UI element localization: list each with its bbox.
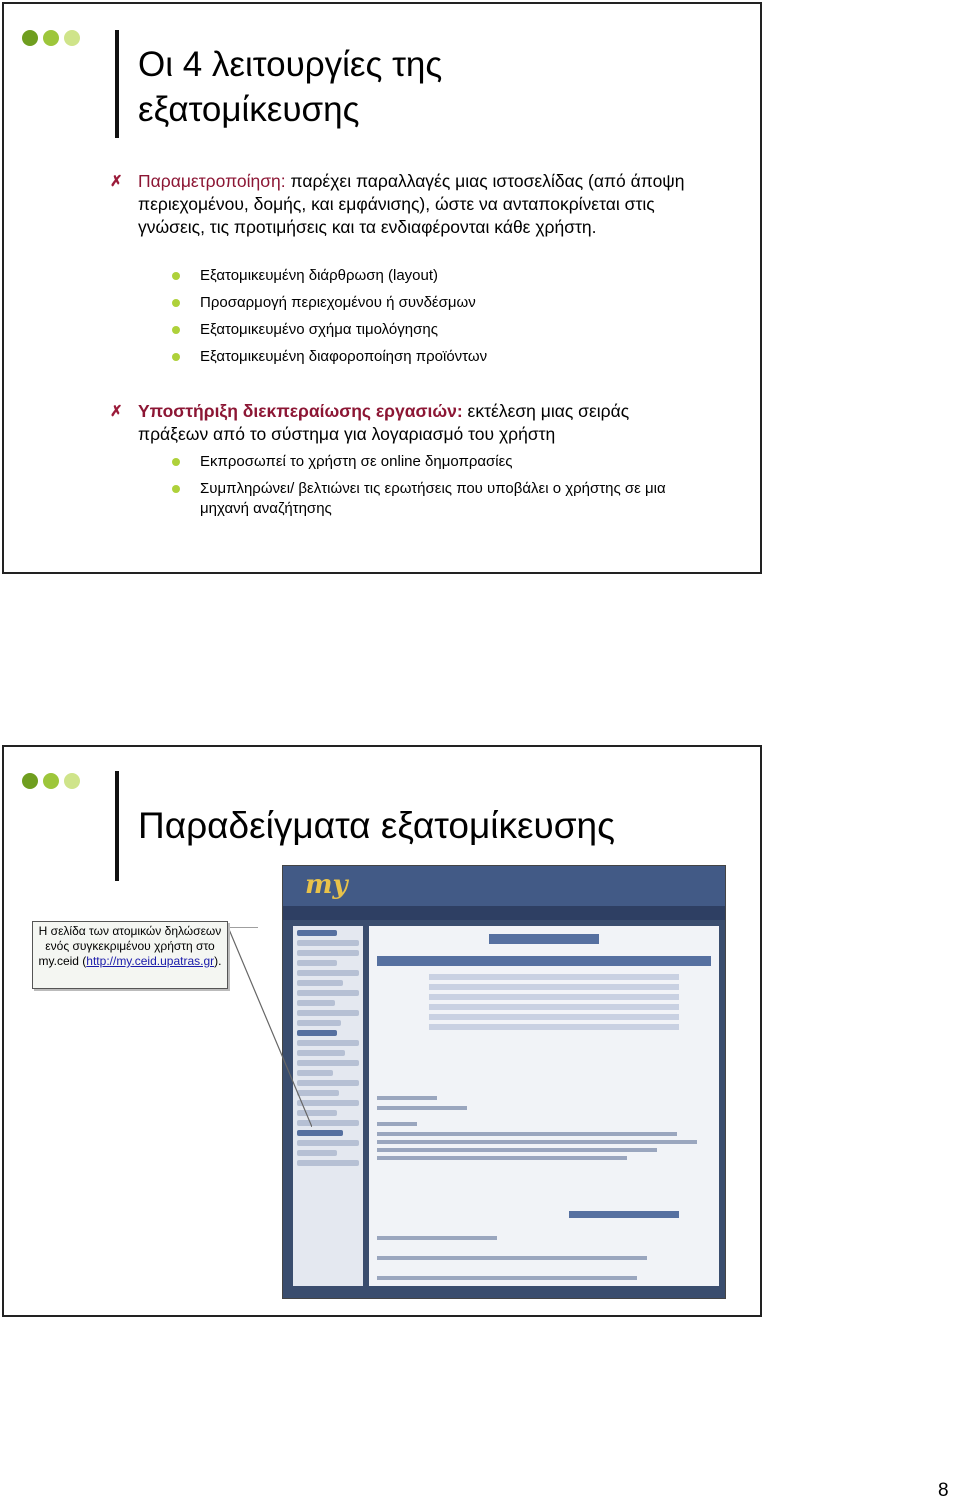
dot-light: [64, 773, 80, 789]
content-line: [377, 1256, 647, 1260]
content-bar: [569, 1211, 679, 1218]
slide-1: [2, 2, 762, 574]
decorative-dots: [22, 30, 80, 46]
my-logo: my: [305, 870, 348, 900]
dot-light: [64, 30, 80, 46]
table-row: [429, 994, 679, 1000]
title-divider: [115, 771, 119, 881]
page-number: 8: [938, 1480, 949, 1501]
screenshot-callout: [32, 921, 228, 989]
slide-1-title: Οι 4 λειτουργίες της εξατομίκευσης: [138, 45, 443, 129]
screenshot-content: [369, 926, 719, 1286]
table-row: [429, 1024, 679, 1030]
sub-list-customization: [166, 266, 726, 367]
dot-mid: [43, 30, 59, 46]
x-bullet-icon: ✗: [110, 173, 123, 190]
item-lead: Υποστήριξη διεκπεραίωσης εργασιών:: [138, 401, 463, 421]
content-line: [377, 1122, 417, 1126]
content-line: [377, 1096, 437, 1100]
main-item-task-support: [110, 400, 698, 446]
content-line: [377, 1106, 467, 1110]
item-lead: Παραμετροποίηση:: [138, 171, 286, 191]
content-bar: [377, 956, 711, 966]
list-item: Εκπροσωπεί το χρήστη σε online δημοπρασίες: [166, 452, 706, 472]
table-row: [429, 1014, 679, 1020]
content-line: [377, 1276, 637, 1280]
content-line: [377, 1132, 677, 1136]
list-item: Συμπληρώνει/ βελτιώνει τις ερωτήσεις που υποβάλει ο χρήστης σε μια μηχανή αναζήτησης: [166, 479, 706, 519]
list-item: Εξατομικευμένη διαφοροποίηση προϊόντων: [166, 347, 726, 367]
list-item: Εξατομικευμένο σχήμα τιμολόγησης: [166, 320, 726, 340]
list-item: Εξατομικευμένη διάρθρωση (layout): [166, 266, 726, 286]
dot-dark: [22, 773, 38, 789]
content-line: [377, 1148, 657, 1152]
callout-end: ).: [214, 954, 222, 968]
main-item-customization: [110, 170, 698, 239]
table-row: [429, 1004, 679, 1010]
x-bullet-icon: ✗: [110, 403, 123, 420]
screenshot-nav: [283, 906, 725, 920]
item-text: εκτέλεση μιας σειράς πράξεων από το σύστημα για λογαριασμό του χρήστη: [138, 401, 630, 444]
list-item: Προσαρμογή περιεχομένου ή συνδέσμων: [166, 293, 726, 313]
slide-2-title: Παραδείγματα εξατομίκευσης: [138, 805, 615, 846]
table-row: [429, 974, 679, 980]
sidebar-line: [297, 1140, 359, 1146]
callout-text: Η σελίδα των ατομικών δηλώσεων ενός συγκεκριμένου χρήστη στο my.ceid (: [38, 924, 222, 968]
sub-list-task-support: [166, 452, 706, 519]
callout-pointer: [228, 927, 312, 1127]
website-screenshot: [282, 865, 726, 1299]
content-line: [377, 1156, 627, 1160]
content-line: [377, 1236, 497, 1240]
sidebar-line: [297, 1130, 343, 1136]
content-bar: [489, 934, 599, 944]
screenshot-header: [283, 866, 725, 906]
decorative-dots: [22, 773, 80, 789]
dot-dark: [22, 30, 38, 46]
table-row: [429, 984, 679, 990]
sidebar-line: [297, 1160, 359, 1166]
dot-mid: [43, 773, 59, 789]
sidebar-line: [297, 1150, 337, 1156]
content-line: [377, 1140, 697, 1144]
callout-link[interactable]: http://my.ceid.upatras.gr: [86, 954, 215, 968]
title-divider: [115, 30, 119, 138]
item-text: παρέχει παραλλαγές μιας ιστοσελίδας (από άποψη περιεχομένου, δομής, και εμφάνισης), ώστε να ανταποκρίνεται στις γνώσεις, τις προτιμήσεις και τα ενδιαφέρονται κάθε χρήστη.: [138, 171, 685, 237]
slide-2: [2, 745, 762, 1317]
